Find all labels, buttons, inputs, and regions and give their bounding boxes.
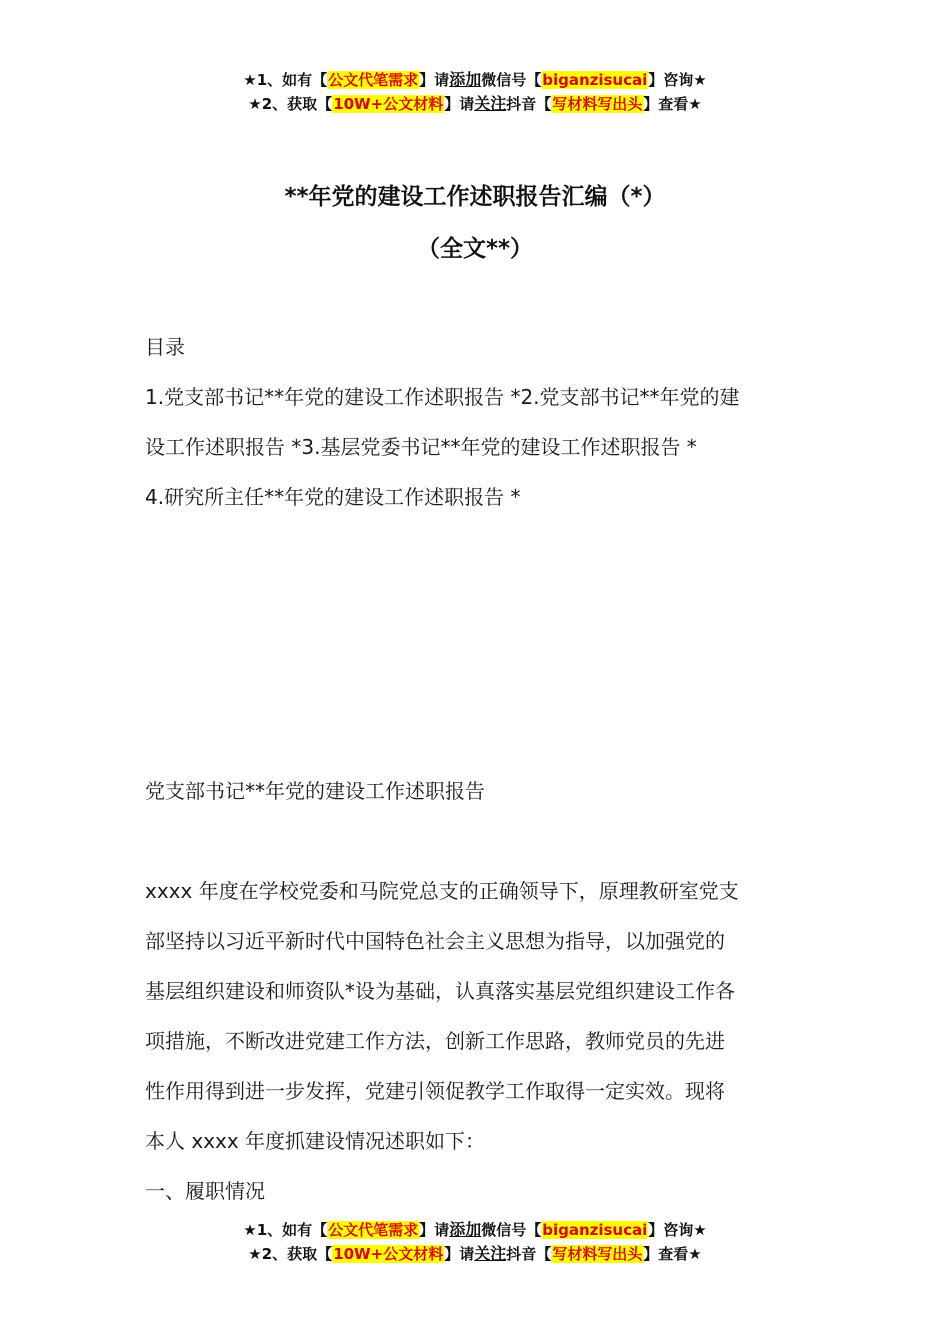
banner-line-2	[0, 92, 950, 116]
banner-text: 抖音【	[506, 1245, 552, 1263]
banner-line-1	[0, 1218, 950, 1242]
document-subtitle: （全文**）	[416, 236, 534, 262]
highlight-wechat-id: biganzisucai	[542, 71, 648, 89]
paragraph-line: xxxx 年度在学校党委和马院党总支的正确领导下，原理教研室党支	[145, 879, 739, 903]
table-of-contents	[145, 322, 810, 522]
toc-line: 4.研究所主任**年党的建设工作述职报告 *	[145, 485, 521, 509]
highlight-douyin-id: 写材料写出头	[552, 95, 643, 113]
banner-text: 】请	[444, 1245, 475, 1263]
underlined-text: 添加	[449, 70, 482, 89]
banner-text: 】咨询★	[648, 71, 707, 89]
banner-text: ★2、获取【	[248, 95, 333, 113]
underlined-text: 添加	[449, 1220, 482, 1239]
banner-text: ★2、获取【	[248, 1245, 333, 1263]
toc-line: 设工作述职报告 *3.基层党委书记**年党的建设工作述职报告 *	[145, 435, 697, 459]
banner-text: 微信号【	[481, 71, 542, 89]
paragraph-line: 本人 xxxx 年度抓建设情况述职如下：	[145, 1129, 486, 1153]
section-title: 党支部书记**年党的建设工作述职报告	[145, 779, 485, 803]
banner-line-1	[0, 68, 950, 92]
paragraph-line: 性作用得到进一步发挥，党建引领促教学工作取得一定实效。现将	[145, 1079, 725, 1103]
highlight-service: 公文代笔需求	[328, 1221, 419, 1239]
banner-text: 】查看★	[643, 95, 702, 113]
banner-text: 】咨询★	[648, 1221, 707, 1239]
highlight-materials: 10W+公文材料	[333, 95, 444, 113]
underlined-text: 关注	[474, 94, 507, 113]
highlight-materials: 10W+公文材料	[333, 1245, 444, 1263]
bottom-banner	[0, 1218, 950, 1266]
paragraph-line: 项措施，不断改进党建工作方法，创新工作思路，教师党员的先进	[145, 1029, 725, 1053]
subheading: 一、履职情况	[145, 1179, 265, 1203]
paragraph-line: 部坚持以习近平新时代中国特色社会主义思想为指导，以加强党的	[145, 929, 725, 953]
highlight-wechat-id: biganzisucai	[542, 1221, 648, 1239]
paragraph-line: 基层组织建设和师资队*设为基础，认真落实基层党组织建设工作各	[145, 979, 735, 1003]
banner-text: 微信号【	[481, 1221, 542, 1239]
highlight-douyin-id: 写材料写出头	[552, 1245, 643, 1263]
banner-text: 】请	[419, 1221, 450, 1239]
banner-text: 】请	[444, 95, 475, 113]
banner-line-2	[0, 1242, 950, 1266]
banner-text: 】查看★	[643, 1245, 702, 1263]
underlined-text: 关注	[474, 1244, 507, 1263]
body-paragraph	[145, 866, 810, 1216]
top-banner	[0, 68, 950, 116]
toc-line: 1.党支部书记**年党的建设工作述职报告 *2.党支部书记**年党的建	[145, 385, 740, 409]
document-title: **年党的建设工作述职报告汇编（*）	[284, 184, 666, 210]
banner-text: ★1、如有【	[243, 1221, 328, 1239]
highlight-service: 公文代笔需求	[328, 71, 419, 89]
banner-text: ★1、如有【	[243, 71, 328, 89]
banner-text: 抖音【	[506, 95, 552, 113]
toc-heading: 目录	[145, 335, 185, 359]
banner-text: 】请	[419, 71, 450, 89]
section-heading	[145, 766, 810, 816]
